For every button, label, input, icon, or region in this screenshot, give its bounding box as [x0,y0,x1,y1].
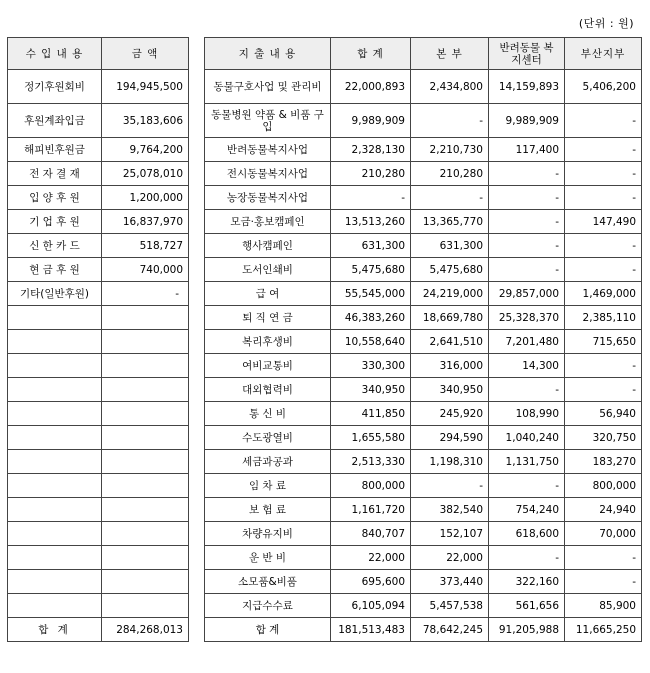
expense-row [205,522,642,546]
expense-row [205,306,642,330]
expense-total: 13,513,260 [331,210,411,234]
income-empty-cell [102,402,189,426]
expense-total: 22,000,893 [331,70,411,104]
expense-row [205,104,642,138]
expense-center: - [489,474,565,498]
expense-item-label: 퇴 직 연 금 [205,306,331,330]
income-item-label: 현 금 후 원 [8,258,102,282]
expense-center: 9,989,909 [489,104,565,138]
income-empty-row [8,426,189,450]
income-empty-cell [8,306,102,330]
expense-total: 330,300 [331,354,411,378]
expense-busan: - [565,138,642,162]
income-empty-cell [8,450,102,474]
expense-center: - [489,546,565,570]
expense-hq: 5,475,680 [411,258,489,282]
income-row [8,186,189,210]
income-amount: 9,764,200 [102,138,189,162]
expense-total: 5,475,680 [331,258,411,282]
expense-busan: 70,000 [565,522,642,546]
income-amount: 1,200,000 [102,186,189,210]
expense-sum-center: 91,205,988 [489,618,565,642]
expense-sum-label: 합 계 [205,618,331,642]
income-row [8,282,189,306]
expense-hq: 152,107 [411,522,489,546]
income-empty-row [8,330,189,354]
expense-hq: - [411,474,489,498]
expense-total: 631,300 [331,234,411,258]
expense-total: 55,545,000 [331,282,411,306]
expense-total: 695,600 [331,570,411,594]
expense-busan: 715,650 [565,330,642,354]
income-header-amount: 금 액 [102,38,189,70]
income-empty-cell [102,498,189,522]
income-empty-cell [8,498,102,522]
expense-header-hq: 본 부 [411,38,489,70]
income-empty-cell [8,426,102,450]
income-item-label: 기타(일반후원) [8,282,102,306]
expense-total: 800,000 [331,474,411,498]
expense-center: 25,328,370 [489,306,565,330]
expense-total: - [331,186,411,210]
expense-center: - [489,162,565,186]
income-empty-cell [8,378,102,402]
income-sum-row [8,618,189,642]
expense-row [205,210,642,234]
expense-row [205,330,642,354]
expense-total: 340,950 [331,378,411,402]
income-empty-cell [8,594,102,618]
income-header-row [8,38,189,70]
expense-total: 9,989,909 [331,104,411,138]
expense-center: 754,240 [489,498,565,522]
expense-hq: 22,000 [411,546,489,570]
income-empty-cell [8,570,102,594]
expense-center: 14,300 [489,354,565,378]
expense-hq: 210,280 [411,162,489,186]
income-empty-cell [102,546,189,570]
income-empty-row [8,354,189,378]
income-amount: 35,183,606 [102,104,189,138]
expense-item-label: 동물병원 약품 & 비품 구입 [205,104,331,138]
expense-hq: 2,210,730 [411,138,489,162]
income-amount: 194,945,500 [102,70,189,104]
expense-hq: 316,000 [411,354,489,378]
expense-hq: 245,920 [411,402,489,426]
income-row [8,70,189,104]
expense-center: - [489,210,565,234]
expense-total: 10,558,640 [331,330,411,354]
expense-item-label: 소모품&비품 [205,570,331,594]
income-empty-cell [102,450,189,474]
income-amount: 25,078,010 [102,162,189,186]
expense-row [205,282,642,306]
expense-hq: 13,365,770 [411,210,489,234]
income-empty-cell [102,426,189,450]
expense-busan: - [565,546,642,570]
expense-row [205,378,642,402]
expense-item-label: 전시동물복지사업 [205,162,331,186]
expense-total: 1,655,580 [331,426,411,450]
expense-header-row [205,38,642,70]
expense-item-label: 행사캠페인 [205,234,331,258]
income-item-label: 전 자 결 재 [8,162,102,186]
income-row [8,162,189,186]
expense-busan: - [565,570,642,594]
expense-busan: - [565,162,642,186]
expense-header-busan: 부산지부 [565,38,642,70]
expense-center: 7,201,480 [489,330,565,354]
expense-busan: - [565,186,642,210]
income-empty-cell [8,354,102,378]
income-item-label: 정기후원회비 [8,70,102,104]
expense-item-label: 모금·홍보캠페인 [205,210,331,234]
expense-busan: 800,000 [565,474,642,498]
expense-table [204,37,642,642]
expense-row [205,162,642,186]
expense-row [205,594,642,618]
expense-hq: 631,300 [411,234,489,258]
income-amount: 740,000 [102,258,189,282]
expense-item-label: 임 차 료 [205,474,331,498]
expense-hq: 294,590 [411,426,489,450]
income-empty-cell [102,594,189,618]
expense-sum-busan: 11,665,250 [565,618,642,642]
expense-sum-row [205,618,642,642]
expense-row [205,258,642,282]
income-empty-cell [102,474,189,498]
income-empty-cell [102,522,189,546]
expense-row [205,546,642,570]
expense-busan: 1,469,000 [565,282,642,306]
expense-header-total: 합 계 [331,38,411,70]
expense-item-label: 도서인쇄비 [205,258,331,282]
expense-item-label: 반려동물복지사업 [205,138,331,162]
income-empty-cell [8,474,102,498]
income-row [8,138,189,162]
expense-total: 46,383,260 [331,306,411,330]
expense-hq: 340,950 [411,378,489,402]
expense-sum-total: 181,513,483 [331,618,411,642]
income-row [8,104,189,138]
income-empty-row [8,498,189,522]
income-item-label: 기 업 후 원 [8,210,102,234]
expense-row [205,354,642,378]
expense-center: 29,857,000 [489,282,565,306]
income-empty-cell [102,330,189,354]
expense-hq: 2,641,510 [411,330,489,354]
expense-center: 618,600 [489,522,565,546]
income-empty-row [8,522,189,546]
expense-center: 1,131,750 [489,450,565,474]
expense-total: 22,000 [331,546,411,570]
expense-busan: 5,406,200 [565,70,642,104]
unit-label: (단위 : 원) [578,17,634,30]
expense-hq: 2,434,800 [411,70,489,104]
expense-busan: - [565,354,642,378]
expense-hq: 1,198,310 [411,450,489,474]
expense-center: 1,040,240 [489,426,565,450]
expense-sum-hq: 78,642,245 [411,618,489,642]
expense-busan: 183,270 [565,450,642,474]
income-empty-row [8,450,189,474]
expense-item-label: 복리후생비 [205,330,331,354]
expense-center: 322,160 [489,570,565,594]
expense-hq: 24,219,000 [411,282,489,306]
income-empty-cell [102,354,189,378]
income-row [8,258,189,282]
expense-busan: 320,750 [565,426,642,450]
expense-row [205,138,642,162]
expense-busan: 147,490 [565,210,642,234]
expense-busan: - [565,234,642,258]
expense-total: 1,161,720 [331,498,411,522]
expense-total: 2,513,330 [331,450,411,474]
expense-row [205,186,642,210]
income-empty-row [8,378,189,402]
income-empty-cell [8,402,102,426]
expense-row [205,402,642,426]
income-amount: - [102,282,189,306]
expense-row [205,498,642,522]
expense-busan: 85,900 [565,594,642,618]
expense-header-item: 지 출 내 용 [205,38,331,70]
expense-row [205,234,642,258]
expense-total: 411,850 [331,402,411,426]
expense-center: 117,400 [489,138,565,162]
income-sum-label: 합 계 [8,618,102,642]
income-amount: 518,727 [102,234,189,258]
income-row [8,210,189,234]
income-item-label: 신 한 카 드 [8,234,102,258]
expense-center: 14,159,893 [489,70,565,104]
income-item-label: 해피빈후원금 [8,138,102,162]
expense-item-label: 운 반 비 [205,546,331,570]
expense-total: 840,707 [331,522,411,546]
expense-row [205,70,642,104]
expense-item-label: 수도광열비 [205,426,331,450]
expense-item-label: 동물구호사업 및 관리비 [205,70,331,104]
income-empty-cell [102,306,189,330]
expense-busan: - [565,104,642,138]
expense-total: 2,328,130 [331,138,411,162]
expense-item-label: 세금과공과 [205,450,331,474]
expense-item-label: 보 험 료 [205,498,331,522]
expense-busan: - [565,378,642,402]
expense-center: 561,656 [489,594,565,618]
income-sum-amount: 284,268,013 [102,618,189,642]
expense-row [205,426,642,450]
income-amount: 16,837,970 [102,210,189,234]
income-table [7,37,189,642]
expense-item-label: 지급수수료 [205,594,331,618]
expense-item-label: 대외협력비 [205,378,331,402]
expense-center: 108,990 [489,402,565,426]
income-empty-cell [8,522,102,546]
expense-item-label: 차량유지비 [205,522,331,546]
expense-item-label: 급 여 [205,282,331,306]
expense-busan: 24,940 [565,498,642,522]
expense-total: 6,105,094 [331,594,411,618]
income-empty-cell [8,330,102,354]
expense-item-label: 통 신 비 [205,402,331,426]
expense-center: - [489,186,565,210]
expense-busan: 2,385,110 [565,306,642,330]
income-empty-cell [8,546,102,570]
income-empty-row [8,306,189,330]
income-empty-row [8,594,189,618]
expense-center: - [489,258,565,282]
expense-hq: - [411,186,489,210]
income-empty-row [8,570,189,594]
expense-busan: 56,940 [565,402,642,426]
expense-hq: 382,540 [411,498,489,522]
expense-hq: 5,457,538 [411,594,489,618]
expense-item-label: 여비교통비 [205,354,331,378]
expense-header-center: 반려동물 복지센터 [489,38,565,70]
expense-busan: - [565,258,642,282]
income-empty-row [8,402,189,426]
expense-row [205,570,642,594]
expense-row [205,450,642,474]
income-row [8,234,189,258]
expense-item-label: 농장동물복지사업 [205,186,331,210]
expense-hq: 18,669,780 [411,306,489,330]
income-header-item: 수 입 내 용 [8,38,102,70]
expense-row [205,474,642,498]
income-empty-row [8,474,189,498]
income-item-label: 후원계좌입금 [8,104,102,138]
expense-total: 210,280 [331,162,411,186]
income-item-label: 입 양 후 원 [8,186,102,210]
expense-center: - [489,234,565,258]
income-empty-row [8,546,189,570]
expense-center: - [489,378,565,402]
expense-hq: 373,440 [411,570,489,594]
income-empty-cell [102,378,189,402]
income-empty-cell [102,570,189,594]
expense-hq: - [411,104,489,138]
